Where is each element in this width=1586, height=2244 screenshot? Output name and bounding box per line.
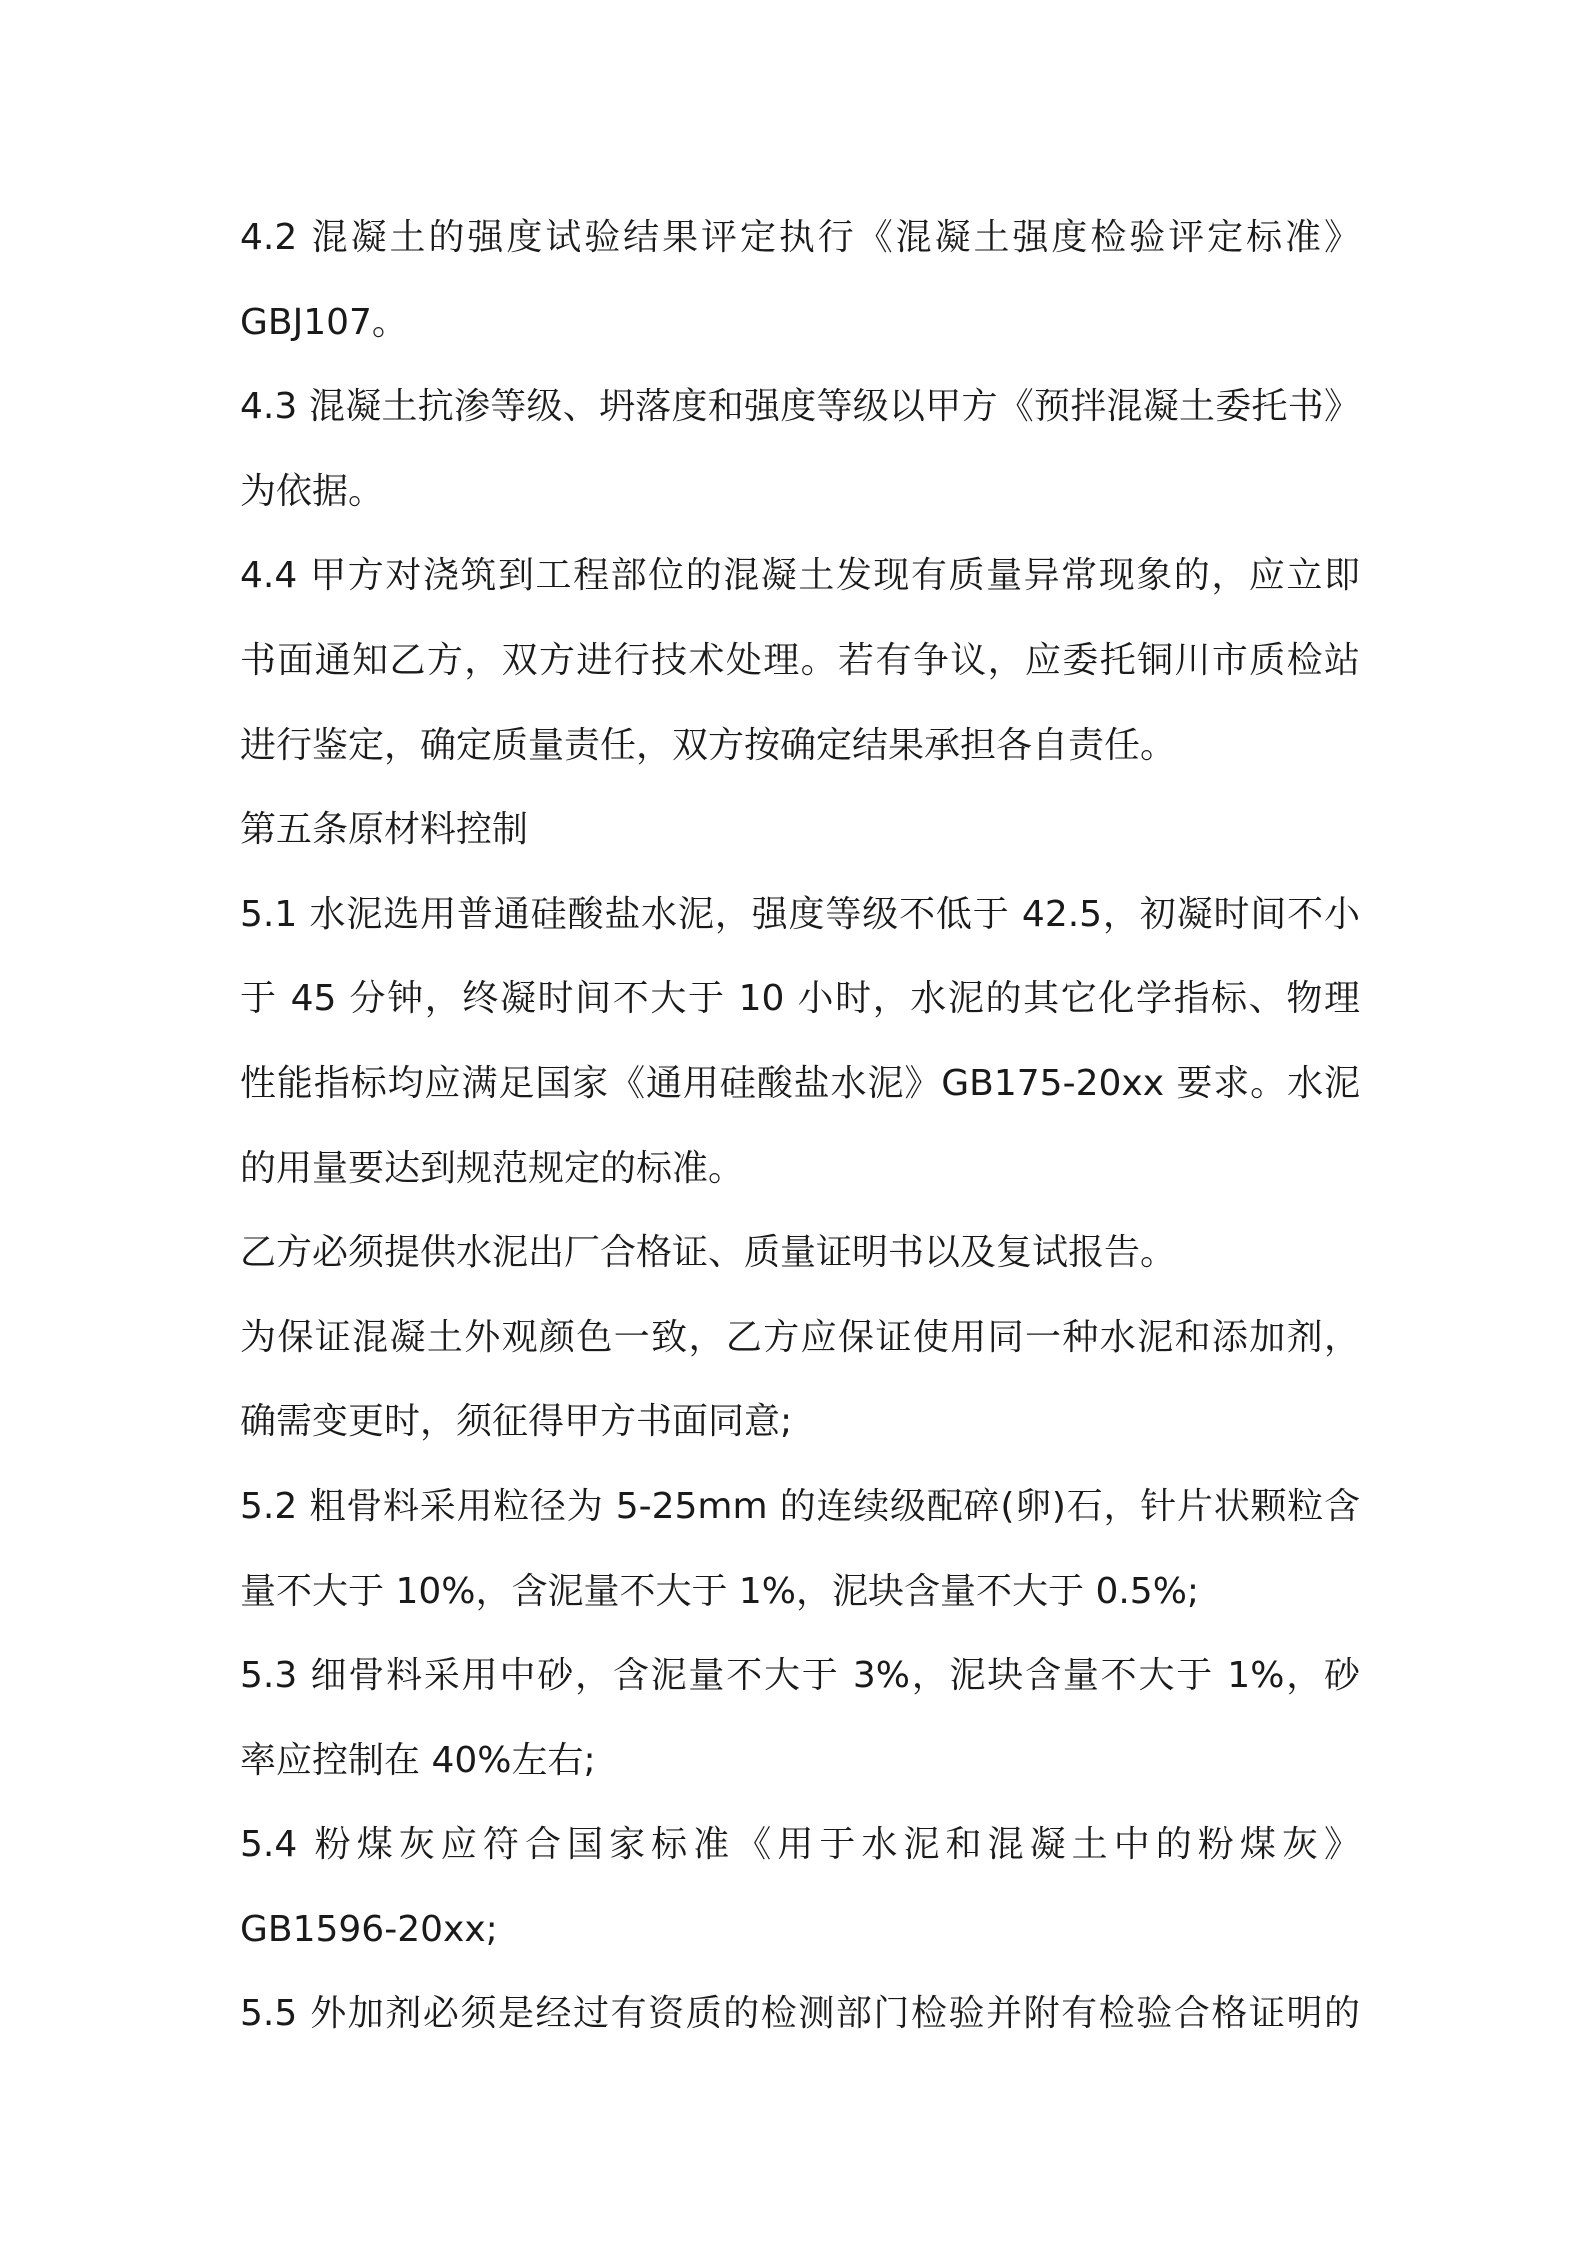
text-line: GB1596-20xx; bbox=[240, 1908, 498, 1950]
text-line: 性能指标均应满足国家《通用硅酸盐水泥》GB175-20xx 要求。水泥 bbox=[240, 1062, 1360, 1104]
text-line: 为保证混凝土外观颜色一致，乙方应保证使用同一种水泥和添加剂， bbox=[240, 1316, 1360, 1358]
text-line: 确需变更时，须征得甲方书面同意; bbox=[240, 1401, 793, 1443]
section-title: 第五条原材料控制 bbox=[240, 809, 529, 851]
paragraph-4-4 bbox=[240, 534, 1360, 788]
text-line: 乙方必须提供水泥出厂合格证、质量证明书以及复试报告。 bbox=[240, 1232, 1177, 1274]
text-line: 进行鉴定，确定质量责任，双方按确定结果承担各自责任。 bbox=[240, 724, 1177, 766]
text-line: 为依据。 bbox=[240, 470, 385, 512]
paragraph-5-1-certificate bbox=[240, 1211, 1360, 1296]
paragraph-5-4 bbox=[240, 1803, 1360, 1972]
text-line: 书面通知乙方，双方进行技术处理。若有争议，应委托铜川市质检站 bbox=[240, 639, 1360, 681]
paragraph-4-2 bbox=[240, 196, 1360, 365]
text-line: 于 45 分钟，终凝时间不大于 10 小时，水泥的其它化学指标、物理 bbox=[240, 978, 1360, 1020]
section-5-heading bbox=[240, 788, 1360, 873]
paragraph-5-2 bbox=[240, 1465, 1360, 1634]
text-line: 4.2 混凝土的强度试验结果评定执行《混凝土强度检验评定标准》 bbox=[240, 217, 1360, 258]
paragraph-5-1 bbox=[240, 873, 1360, 1211]
text-line: 5.3 细骨料采用中砂，含泥量不大于 3%，泥块含量不大于 1%，砂 bbox=[240, 1655, 1360, 1697]
paragraph-5-1-color bbox=[240, 1296, 1360, 1465]
text-line: 量不大于 10%，含泥量不大于 1%，泥块含量不大于 0.5%; bbox=[240, 1570, 1200, 1612]
text-line: 5.2 粗骨料采用粒径为 5-25mm 的连续级配碎(卵)石，针片状颗粒含 bbox=[240, 1485, 1360, 1527]
paragraph-5-5 bbox=[240, 1972, 1360, 2057]
text-line: 的用量要达到规范规定的标准。 bbox=[240, 1147, 745, 1189]
paragraph-5-3 bbox=[240, 1634, 1360, 1803]
text-line: 4.3 混凝土抗渗等级、坍落度和强度等级以甲方《预拌混凝土委托书》 bbox=[240, 386, 1360, 428]
text-line: 5.4 粉煤灰应符合国家标准《用于水泥和混凝土中的粉煤灰》 bbox=[240, 1824, 1360, 1866]
paragraph-4-3 bbox=[240, 365, 1360, 534]
text-line: 4.4 甲方对浇筑到工程部位的混凝土发现有质量异常现象的，应立即 bbox=[240, 555, 1360, 597]
text-line: 5.5 外加剂必须是经过有资质的检测部门检验并附有检验合格证明的 bbox=[240, 1993, 1360, 2035]
text-line: 率应控制在 40%左右; bbox=[240, 1739, 596, 1781]
document-body bbox=[240, 196, 1360, 2057]
text-line: GBJ107。 bbox=[240, 301, 408, 343]
text-line: 5.1 水泥选用普通硅酸盐水泥，强度等级不低于 42.5，初凝时间不小 bbox=[240, 893, 1360, 935]
